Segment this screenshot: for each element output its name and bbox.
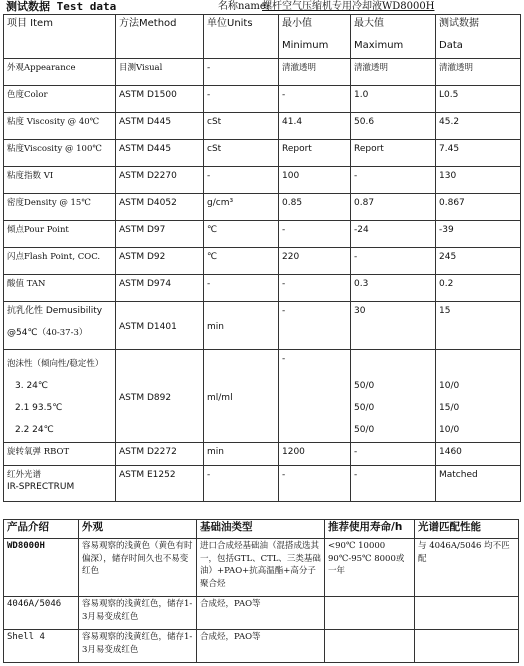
cell-item: 抗乳化性 Demusibility @54℃（40-37-3） (4, 302, 116, 350)
cell-item: 粘度指数 VI (4, 167, 116, 194)
cell-method: ASTM D1500 (116, 86, 204, 113)
table-row (4, 248, 521, 275)
cell-appearance: 容易观察的浅黄红色，储存1-3月易变成红色 (79, 597, 197, 630)
cell-data: 0.2 (436, 275, 521, 302)
cell-max: - (351, 167, 436, 194)
cell-method: ASTM D2270 (116, 167, 204, 194)
cell-method: ASTM D445 (116, 140, 204, 167)
cell-item: 倾点Pour Point (4, 221, 116, 248)
cell-max: -24 (351, 221, 436, 248)
cell-min: - (279, 221, 351, 248)
table-row-foam (4, 350, 521, 443)
cell-life (325, 597, 415, 630)
cell-item: 泡沫性（倾向性/稳定性） 3. 24℃ 2.1 93.5℃ 2.2 24℃ (4, 350, 116, 443)
table-row (4, 59, 521, 86)
cell-units: ℃ (204, 248, 279, 275)
cell-data: -39 (436, 221, 521, 248)
cell-min: - (279, 302, 351, 350)
cell-min: 41.4 (279, 113, 351, 140)
cell-product: WD8000H (4, 539, 79, 597)
cell-units: ml/ml (204, 350, 279, 443)
col-max: 最大值 Maximum (351, 15, 436, 59)
cell-life: <90℃ 10000 90℃-95℃ 8000或一年 (325, 539, 415, 597)
cell-item: 酸值 TAN (4, 275, 116, 302)
table-row (4, 113, 521, 140)
cell-spectrum: 与 4046A/5046 均不匹配 (415, 539, 519, 597)
cell-units: g/cm³ (204, 194, 279, 221)
cell-item: 外观Appearance (4, 59, 116, 86)
table-row (4, 167, 521, 194)
product-row (4, 630, 519, 663)
product-comparison-table (3, 519, 519, 663)
doc-title: 测试数据 Test data (6, 0, 117, 13)
spec-header-row (4, 15, 521, 59)
cell-item: 红外光谱 IR-SPRECTRUM (4, 466, 116, 502)
cell-method: ASTM D974 (116, 275, 204, 302)
product-name (262, 0, 434, 14)
cell-data: 0.867 (436, 194, 521, 221)
cell-units: - (204, 466, 279, 502)
cell-units: - (204, 167, 279, 194)
name-label: 名称name: (218, 1, 270, 12)
cell-max: 1.0 (351, 86, 436, 113)
cell-min: 清澈透明 (279, 59, 351, 86)
cell-spectrum (415, 597, 519, 630)
col-method: 方法Method (116, 15, 204, 59)
table-row-demulsibility (4, 302, 521, 350)
cell-item: 色度Color (4, 86, 116, 113)
cell-product: Shell 4 (4, 630, 79, 663)
cell-data: 1460 (436, 443, 521, 466)
cell-max: - (351, 248, 436, 275)
cell-min: 220 (279, 248, 351, 275)
cell-method: 目测Visual (116, 59, 204, 86)
cell-item: 粘度 Viscosity @ 40℃ (4, 113, 116, 140)
cell-max: - (351, 443, 436, 466)
cell-units: ℃ (204, 221, 279, 248)
cell-method: ASTM D97 (116, 221, 204, 248)
cell-units: cSt (204, 113, 279, 140)
cell-method: ASTM D92 (116, 248, 204, 275)
cell-min: - (279, 466, 351, 502)
cell-units: min (204, 443, 279, 466)
cell-method: ASTM D1401 (116, 302, 204, 350)
cell-base-oil: 进口合成烃基础油（混搭成选其一，包括GTL、CTL、三类基础油）+PAO+抗高温酯+高分子聚合烃 (197, 539, 325, 597)
cell-data: 清澈透明 (436, 59, 521, 86)
cell-method: ASTM D445 (116, 113, 204, 140)
col-item: 项目 Item (4, 15, 116, 59)
cell-item: 闪点Flash Point, COC. (4, 248, 116, 275)
cell-data: 15 (436, 302, 521, 350)
cell-max: 清澈透明 (351, 59, 436, 86)
cell-base-oil: 合成烃，PAO等 (197, 597, 325, 630)
cell-max: 0.87 (351, 194, 436, 221)
cell-item: 旋转氧弹 RBOT (4, 443, 116, 466)
cell-units: - (204, 275, 279, 302)
col-data: 测试数据 Data (436, 15, 521, 59)
col-appearance: 外观 (79, 520, 197, 539)
table-row (4, 194, 521, 221)
cell-data: 45.2 (436, 113, 521, 140)
cell-min: - (279, 350, 351, 443)
cell-appearance: 容易观察的浅黄色（黄色有时偏深），储存时间久也不易变红色 (79, 539, 197, 597)
cell-min: - (279, 86, 351, 113)
cell-data: Matched (436, 466, 521, 502)
cell-data: 130 (436, 167, 521, 194)
cell-appearance: 容易观察的浅黄红色，储存1-3月易变成红色 (79, 630, 197, 663)
cell-max: 50.6 (351, 113, 436, 140)
cell-base-oil: 合成烃，PAO等 (197, 630, 325, 663)
table-row (4, 275, 521, 302)
cell-units: - (204, 86, 279, 113)
spec-table (3, 14, 521, 502)
cell-units: - (204, 59, 279, 86)
product-header-row (4, 520, 519, 539)
cell-product: 4046A/5046 (4, 597, 79, 630)
table-row (4, 140, 521, 167)
col-product: 产品介绍 (4, 520, 79, 539)
table-row-ir (4, 466, 521, 502)
cell-item: 粘度Viscosity @ 100℃ (4, 140, 116, 167)
table-row-rbot (4, 443, 521, 466)
cell-max: 30 (351, 302, 436, 350)
col-units: 单位Units (204, 15, 279, 59)
cell-units: min (204, 302, 279, 350)
col-base-oil: 基础油类型 (197, 520, 325, 539)
cell-data: L0.5 (436, 86, 521, 113)
col-spectrum: 光谱匹配性能 (415, 520, 519, 539)
cell-data: 7.45 (436, 140, 521, 167)
cell-units: cSt (204, 140, 279, 167)
product-row (4, 597, 519, 630)
cell-min: 100 (279, 167, 351, 194)
cell-max: 0.3 (351, 275, 436, 302)
cell-min: 1200 (279, 443, 351, 466)
cell-data: 245 (436, 248, 521, 275)
document-header (0, 0, 524, 14)
table-row (4, 221, 521, 248)
cell-max: - (351, 466, 436, 502)
product-name-text: 螺杆空气压缩机专用冷却液WD8000H (262, 1, 435, 12)
col-min: 最小值 Minimum (279, 15, 351, 59)
col-life: 推荐使用寿命/h (325, 520, 415, 539)
cell-min: 0.85 (279, 194, 351, 221)
cell-min: - (279, 275, 351, 302)
cell-method: ASTM D2272 (116, 443, 204, 466)
cell-item: 密度Density @ 15℃ (4, 194, 116, 221)
cell-spectrum (415, 630, 519, 663)
cell-max: 50/0 50/0 50/0 (351, 350, 436, 443)
cell-method: ASTM E1252 (116, 466, 204, 502)
product-row (4, 539, 519, 597)
cell-method: ASTM D4052 (116, 194, 204, 221)
cell-method: ASTM D892 (116, 350, 204, 443)
cell-data: 10/0 15/0 10/0 (436, 350, 521, 443)
cell-life (325, 630, 415, 663)
cell-min: Report (279, 140, 351, 167)
cell-max: Report (351, 140, 436, 167)
table-row (4, 86, 521, 113)
